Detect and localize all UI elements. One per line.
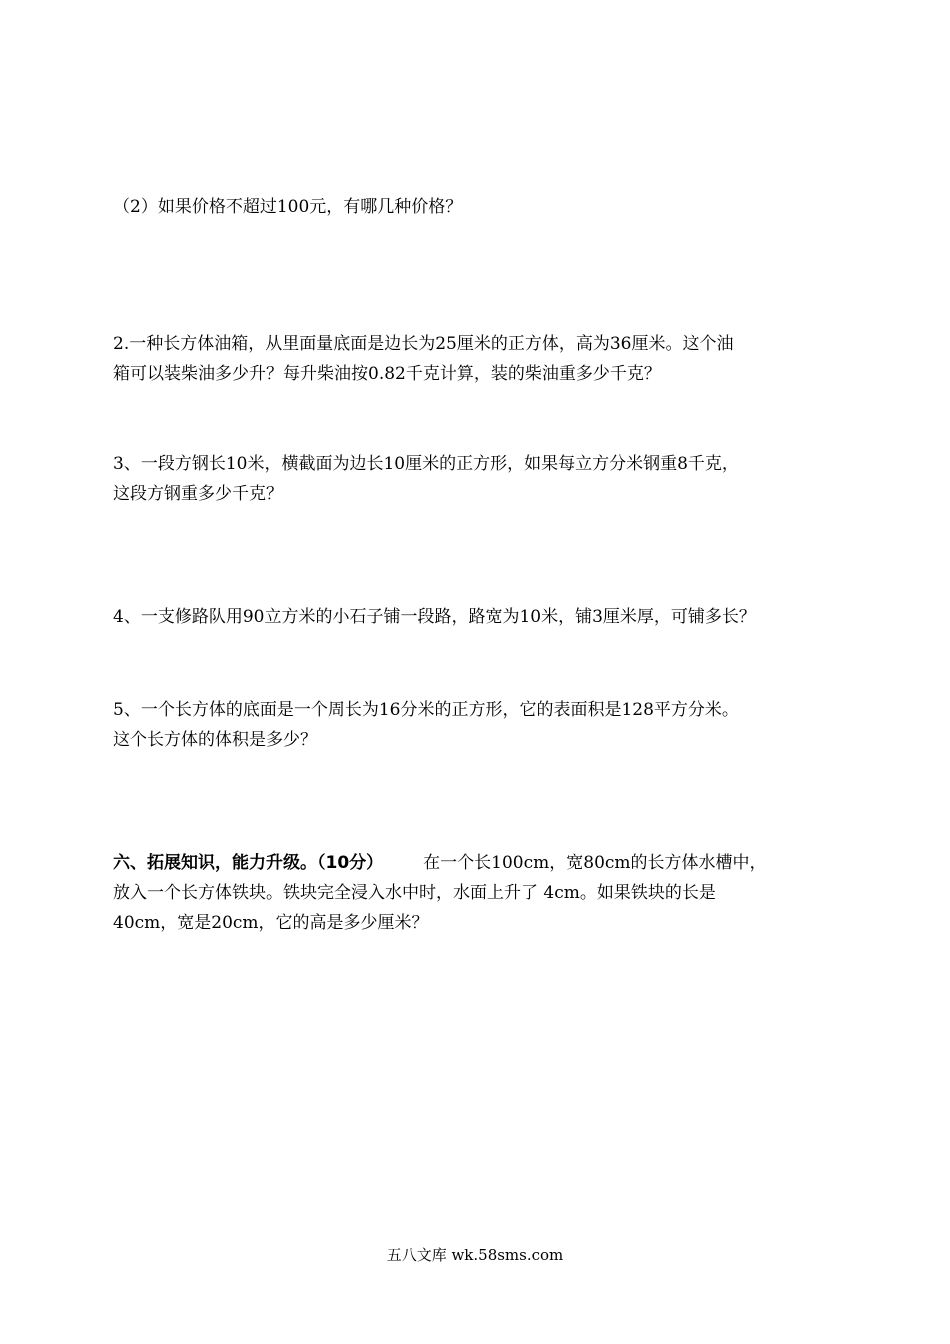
question-1-part-2: [113, 192, 843, 222]
section-6-line-3: 40cm，宽是20cm，它的高是多少厘米？: [113, 913, 429, 933]
question-4: [113, 602, 843, 632]
page-footer: 五八文库 wk.58sms.com: [386, 1246, 564, 1264]
section-6-line-1: [113, 848, 843, 878]
question-text: （2）如果价格不超过100元，有哪几种价格？: [113, 197, 463, 217]
question-text-line-2: 这个长方体的体积是多少？: [113, 730, 317, 750]
question-text-line-1: 3、一段方钢长10米，横截面为边长10厘米的正方形，如果每立方分米钢重8千克，: [113, 454, 739, 474]
question-5: [113, 695, 843, 755]
section-heading: 六、拓展知识，能力升级。（10分）: [113, 853, 384, 873]
question-text-line-2: 这段方钢重多少千克？: [113, 484, 283, 504]
question-text-line-2: 箱可以装柴油多少升？每升柴油按0.82千克计算，装的柴油重多少千克？: [113, 364, 661, 384]
section-6-line-2: 放入一个长方体铁块。铁块完全浸入水中时，水面上升了 4cm。如果铁块的长是: [113, 883, 716, 903]
section-6: [113, 848, 843, 938]
question-text-line-1: 2.一种长方体油箱，从里面量底面是边长为25厘米的正方体，高为36厘米。这个油: [113, 334, 734, 354]
question-2: [113, 329, 843, 389]
question-3: [113, 449, 843, 509]
section-6-text-part: 在一个长100cm，宽80cm的长方体水槽中，: [423, 853, 767, 873]
question-text-line-1: 5、一个长方体的底面是一个周长为16分米的正方形，它的表面积是128平方分米。: [113, 700, 739, 720]
question-text-line-1: 4、一支修路队用90立方米的小石子铺一段路，路宽为10米，铺3厘米厚，可铺多长？: [113, 607, 756, 627]
